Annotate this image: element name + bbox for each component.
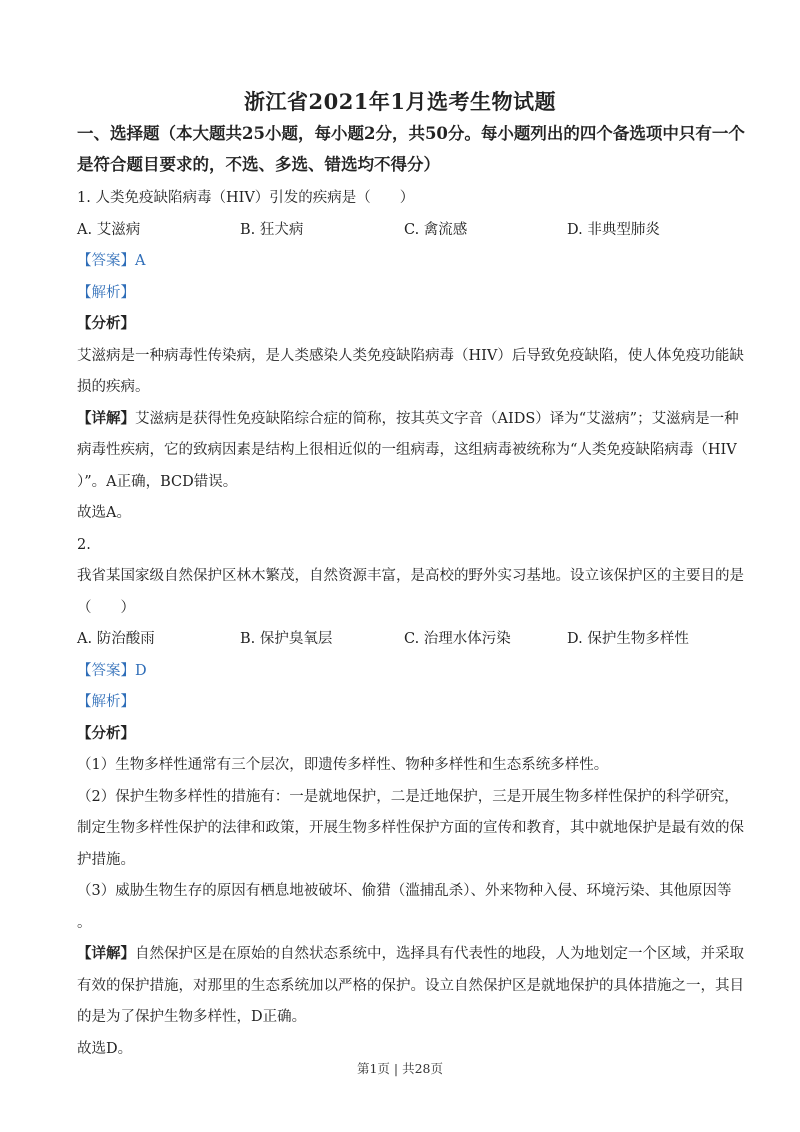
q2-option-b: B. 保护臭氧层 <box>240 631 333 647</box>
q1-option-d: D. 非典型肺炎 <box>567 222 660 238</box>
q2-analysis-line-4: 护措施。 <box>77 852 135 868</box>
q2-jiexi-label: 【解析】 <box>77 694 135 710</box>
q2-answer: 【答案】D <box>77 663 147 679</box>
q1-detail-line-2: 病毒性疾病，它的致病因素是结构上很相近似的一组病毒，这组病毒被统称为“人类免疫缺陷病毒（HIV <box>77 442 737 458</box>
q1-option-b: B. 狂犬病 <box>240 222 304 238</box>
page-footer: 第1页 | 共28页 <box>356 1061 444 1076</box>
q1-analysis-line-2: 损的疾病。 <box>77 379 150 395</box>
q1-detail-line-3: ）”。A正确，BCD错误。 <box>77 474 238 490</box>
q2-conclusion: 故选D。 <box>77 1041 133 1057</box>
q1-option-a: A. 艾滋病 <box>77 222 141 238</box>
q2-analysis-line-5: （3）威胁生物生存的原因有栖息地被破坏、偷猎（滥捕乱杀）、外来物种入侵、环境污染、其他原因等 <box>77 883 732 899</box>
q1-stem: 1. 人类免疫缺陷病毒（HIV）引发的疾病是（ ） <box>77 190 415 206</box>
q1-answer: 【答案】A <box>77 253 146 269</box>
q2-detail-text-1: 自然保护区是在原始的自然状态系统中，选择具有代表性的地段，人为地划定一个区域，并采取 <box>135 946 744 962</box>
section-heading-line-2: 是符合题目要求的，不选、多选、错选均不得分） <box>77 155 440 174</box>
q2-detail-line-3: 的是为了保护生物多样性，D正确。 <box>77 1009 307 1025</box>
q2-analysis-line-3: 制定生物多样性保护的法律和政策，开展生物多样性保护方面的宣传和教育，其中就地保护是最有效的保 <box>77 820 744 836</box>
q2-analysis-line-2: （2）保护生物多样性的措施有：一是就地保护，二是迁地保护，三是开展生物多样性保护的科学研究， <box>77 789 739 805</box>
q2-analysis-line-1: （1）生物多样性通常有三个层次，即遗传多样性、物种多样性和生态系统多样性。 <box>77 757 609 773</box>
q2-fenxi-label: 【分析】 <box>77 725 135 742</box>
q2-stem-line-1: 我省某国家级自然保护区林木繁茂，自然资源丰富，是高校的野外实习基地。设立该保护区的主要目的是 <box>77 568 744 584</box>
q1-jiexi-label: 【解析】 <box>77 285 135 301</box>
q1-analysis-line-1: 艾滋病是一种病毒性传染病，是人类感染人类免疫缺陷病毒（HIV）后导致免疫缺陷，使人体免疫功能缺 <box>77 348 744 364</box>
q2-detail-label: 【详解】 <box>77 945 135 962</box>
q1-detail-text-1: 艾滋病是获得性免疫缺陷综合症的简称，按其英文字音（AIDS）译为“艾滋病”；艾滋病是一种 <box>135 411 739 427</box>
q2-stem-line-2: （ ） <box>77 600 135 616</box>
section-heading-line-1: 一、选择题（本大题共25小题，每小题2分，共50分。每小题列出的四个备选项中只有一个 <box>77 124 745 143</box>
q1-option-c: C. 禽流感 <box>404 222 468 238</box>
page-title: 浙江省2021年1月选考生物试题 <box>243 89 557 114</box>
q2-analysis-line-6: 。 <box>77 915 92 931</box>
q2-option-c: C. 治理水体污染 <box>404 631 511 647</box>
q2-option-d: D. 保护生物多样性 <box>567 631 689 647</box>
q2-number: 2. <box>77 537 91 553</box>
q1-conclusion: 故选A。 <box>77 505 131 521</box>
q2-option-a: A. 防治酸雨 <box>77 631 155 647</box>
q1-detail-line-1 <box>77 409 739 429</box>
q2-detail-line-2: 有效的保护措施，对那里的生态系统加以严格的保护。设立自然保护区是就地保护的具体措施之一，其目 <box>77 978 744 994</box>
q1-fenxi-label: 【分析】 <box>77 315 135 332</box>
q1-detail-label: 【详解】 <box>77 410 135 427</box>
q2-detail-line-1 <box>77 944 744 964</box>
